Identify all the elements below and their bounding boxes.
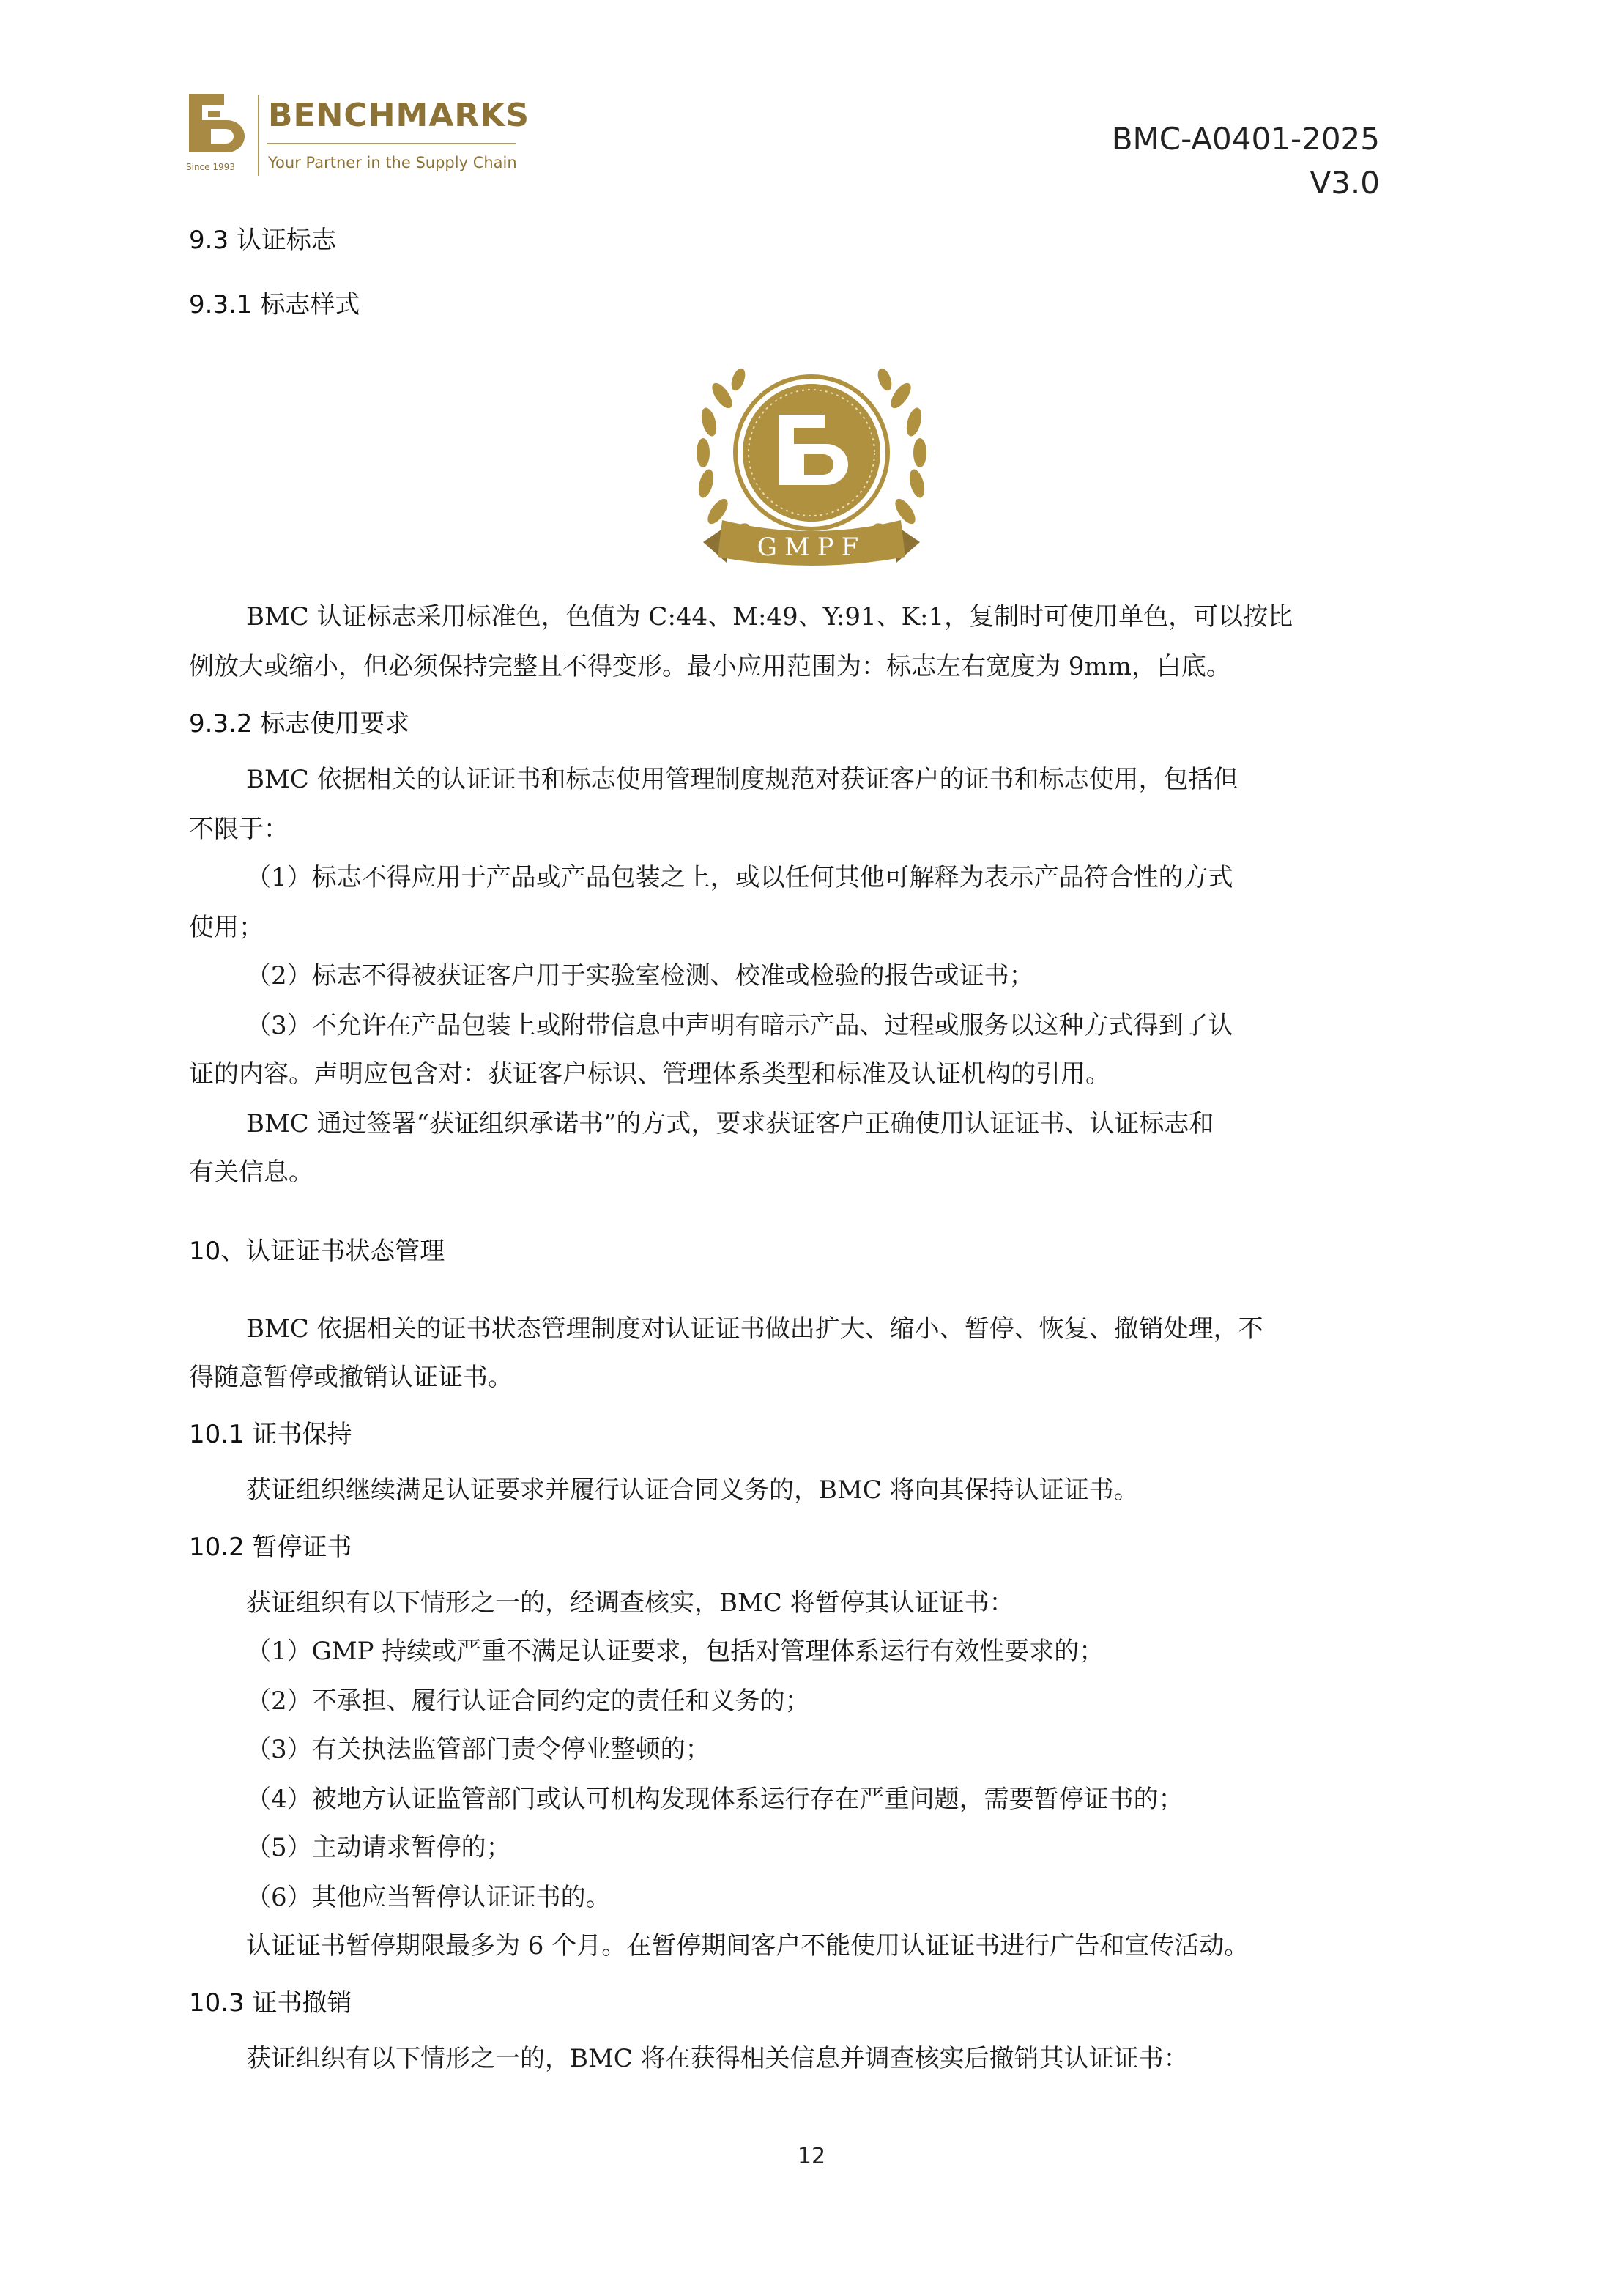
para-suspend-intro: 获证组织有以下情形之一的，经调查核实，BMC 将暂停其认证证书： — [246, 1588, 1014, 1618]
para-keep: 获证组织继续满足认证要求并履行认证合同义务的，BMC 将向其保持认证证书。 — [246, 1475, 1139, 1505]
para-suspend-item1: （1）GMP 持续或严重不满足认证要求，包括对管理体系运行有效性要求的； — [246, 1637, 1104, 1666]
heading-10-1: 10.1 证书保持 — [189, 1420, 352, 1449]
document-version: V3.0 — [1310, 165, 1380, 201]
benchmarks-logo — [186, 92, 530, 179]
para-use-sign1: BMC 通过签署“获证组织承诺书”的方式，要求获证客户正确使用认证证书、认证标志和 — [246, 1109, 1214, 1138]
para-mark-line2: 例放大或缩小，但必须保持完整且不得变形。最小应用范围为：标志左右宽度为 9mm，白底。 — [189, 652, 1231, 681]
para-use-item3a: （3）不允许在产品包装上或附带信息中声明有暗示产品、过程或服务以这种方式得到了认 — [246, 1011, 1233, 1040]
para-use-sign2: 有关信息。 — [189, 1158, 313, 1187]
heading-10-3: 10.3 证书撤销 — [189, 1988, 352, 2018]
gmpf-certification-emblem — [693, 350, 930, 577]
bmc-monogram-icon — [186, 92, 252, 163]
ribbon-text: GMPF — [757, 533, 866, 562]
para-use-item1b: 使用； — [189, 913, 264, 942]
para-suspend-item4: （4）被地方认证监管部门或认可机构发现体系运行存在严重问题，需要暂停证书的； — [246, 1785, 1184, 1814]
document-code-block — [1112, 117, 1380, 205]
heading-10-2: 10.2 暂停证书 — [189, 1533, 352, 1562]
logo-divider — [258, 95, 259, 176]
logo-since: Since 1993 — [186, 162, 235, 172]
para-use-item3b: 证的内容。声明应包含对：获证客户标识、管理体系类型和标准及认证机构的引用。 — [189, 1059, 1110, 1089]
para-revoke: 获证组织有以下情形之一的，BMC 将在获得相关信息并调查核实后撤销其认证证书： — [246, 2044, 1189, 2073]
para-suspend-limit: 认证证书暂停期限最多为 6 个月。在暂停期间客户不能使用认证证书进行广告和宣传活动。 — [246, 1931, 1249, 1960]
para-use-item2: （2）标志不得被获证客户用于实验室检测、校准或检验的报告或证书； — [246, 961, 1034, 990]
page-number: 12 — [797, 2144, 826, 2169]
para-use-intro2: 不限于： — [189, 815, 289, 844]
heading-9-3-2: 9.3.2 标志使用要求 — [189, 709, 410, 738]
para-suspend-item3: （3）有关执法监管部门责令停业整顿的； — [246, 1735, 710, 1764]
logo-rule — [267, 143, 516, 144]
laurel-emblem-icon — [693, 350, 930, 577]
para-status-line1: BMC 依据相关的证书状态管理制度对认证证书做出扩大、缩小、暂停、恢复、撤销处理，不 — [246, 1314, 1263, 1344]
para-status-line2: 得随意暂停或撤销认证证书。 — [189, 1363, 513, 1392]
document-code: BMC-A0401-2025 — [1111, 121, 1380, 157]
para-use-item1a: （1）标志不得应用于产品或产品包装之上，或以任何其他可解释为表示产品符合性的方式 — [246, 863, 1233, 892]
para-suspend-item6: （6）其他应当暂停认证证书的。 — [246, 1883, 611, 1912]
logo-tagline: Your Partner in the Supply Chain — [268, 154, 517, 171]
heading-9-3: 9.3 认证标志 — [189, 226, 336, 255]
para-suspend-item5: （5）主动请求暂停的； — [246, 1833, 511, 1862]
para-use-intro1: BMC 依据相关的认证证书和标志使用管理制度规范对获证客户的证书和标志使用，包括但 — [246, 765, 1238, 794]
para-suspend-item2: （2）不承担、履行认证合同约定的责任和义务的； — [246, 1686, 810, 1716]
para-mark-line1: BMC 认证标志采用标准色，色值为 C:44、M:49、Y:91、K:1，复制时可使用单色，可以按比 — [246, 602, 1293, 632]
heading-10: 10、认证证书状态管理 — [189, 1237, 445, 1266]
logo-wordmark: BENCHMARKS — [268, 97, 530, 134]
heading-9-3-1: 9.3.1 标志样式 — [189, 290, 360, 319]
